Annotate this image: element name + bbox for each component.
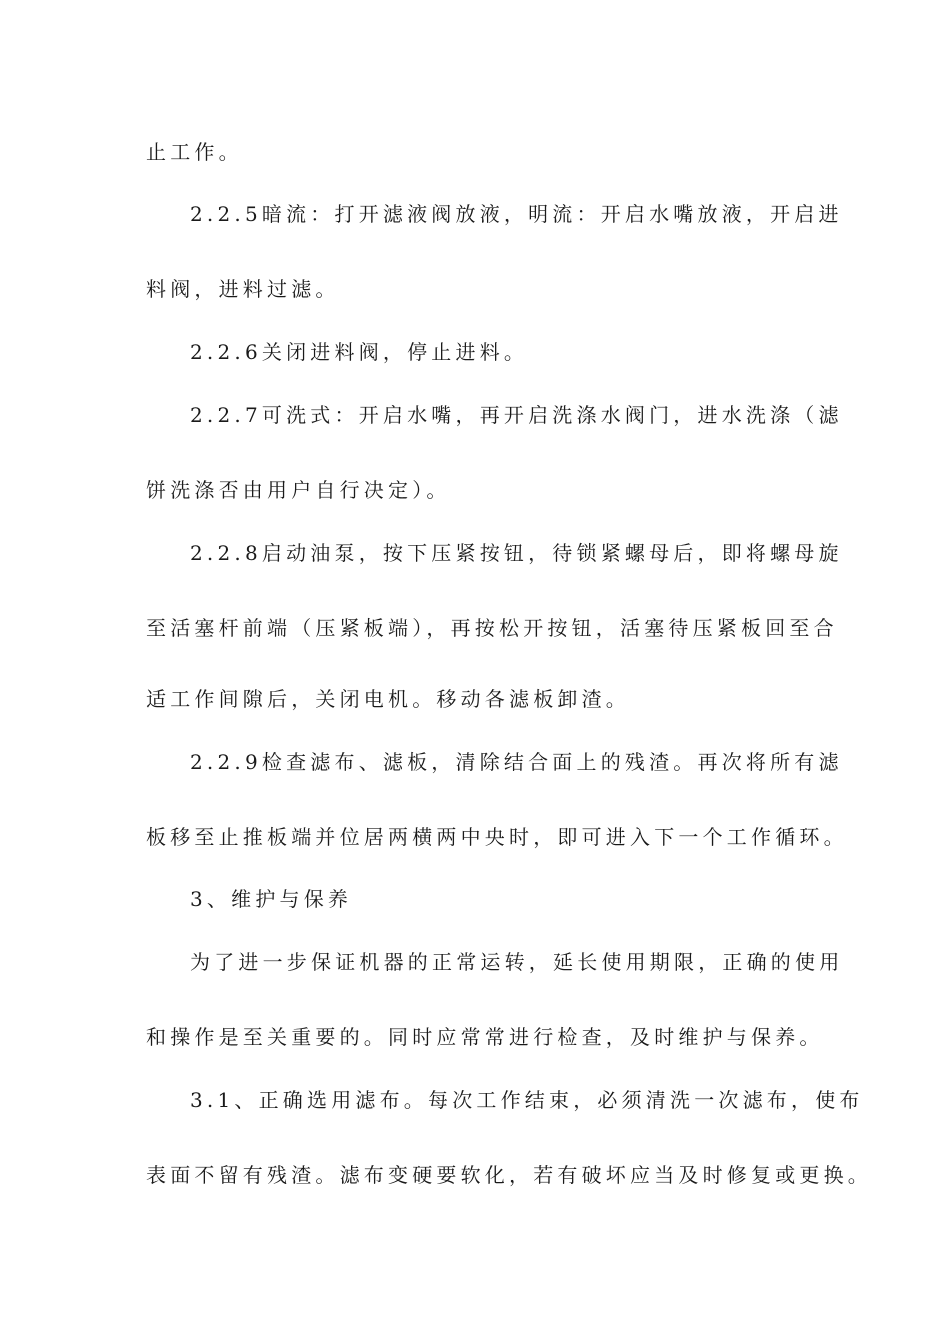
text-line-15: 3.1、正确选用滤布。每次工作结束，必须清洗一次滤布，使布 (190, 1088, 864, 1112)
text-line-3: 料阀，进料过滤。 (146, 277, 340, 301)
text-line-4: 2.2.6关闭进料阀，停止进料。 (190, 340, 529, 364)
text-line-13: 为了进一步保证机器的正常运转，延长使用期限，正确的使用 (190, 950, 844, 974)
text-line-10: 2.2.9检查滤布、滤板，清除结合面上的残渣。再次将所有滤 (190, 750, 843, 774)
text-line-1: 止工作。 (146, 140, 243, 164)
text-line-9: 适工作间隙后，关闭电机。移动各滤板卸渣。 (146, 687, 630, 711)
text-line-8: 至活塞杆前端（压紧板端），再按松开按钮，活塞待压紧板回至合 (146, 616, 838, 640)
text-line-16: 表面不留有残渣。滤布变硬要软化，若有破坏应当及时修复或更换。 (146, 1163, 872, 1187)
text-line-2: 2.2.5暗流：打开滤液阀放液，明流：开启水嘴放液，开启进 (190, 202, 843, 226)
text-line-5: 2.2.7可洗式：开启水嘴，再开启洗涤水阀门，进水洗涤（滤 (190, 403, 843, 427)
text-line-7: 2.2.8启动油泵，按下压紧按钮，待锁紧螺母后，即将螺母旋 (190, 541, 843, 565)
text-line-6: 饼洗涤否由用户自行决定）。 (146, 478, 451, 502)
text-line-11: 板移至止推板端并位居两横两中央时，即可进入下一个工作循环。 (146, 825, 848, 849)
section-heading: 3、维护与保养 (190, 887, 353, 911)
text-line-14: 和操作是至关重要的。同时应常常进行检查，及时维护与保养。 (146, 1025, 824, 1049)
